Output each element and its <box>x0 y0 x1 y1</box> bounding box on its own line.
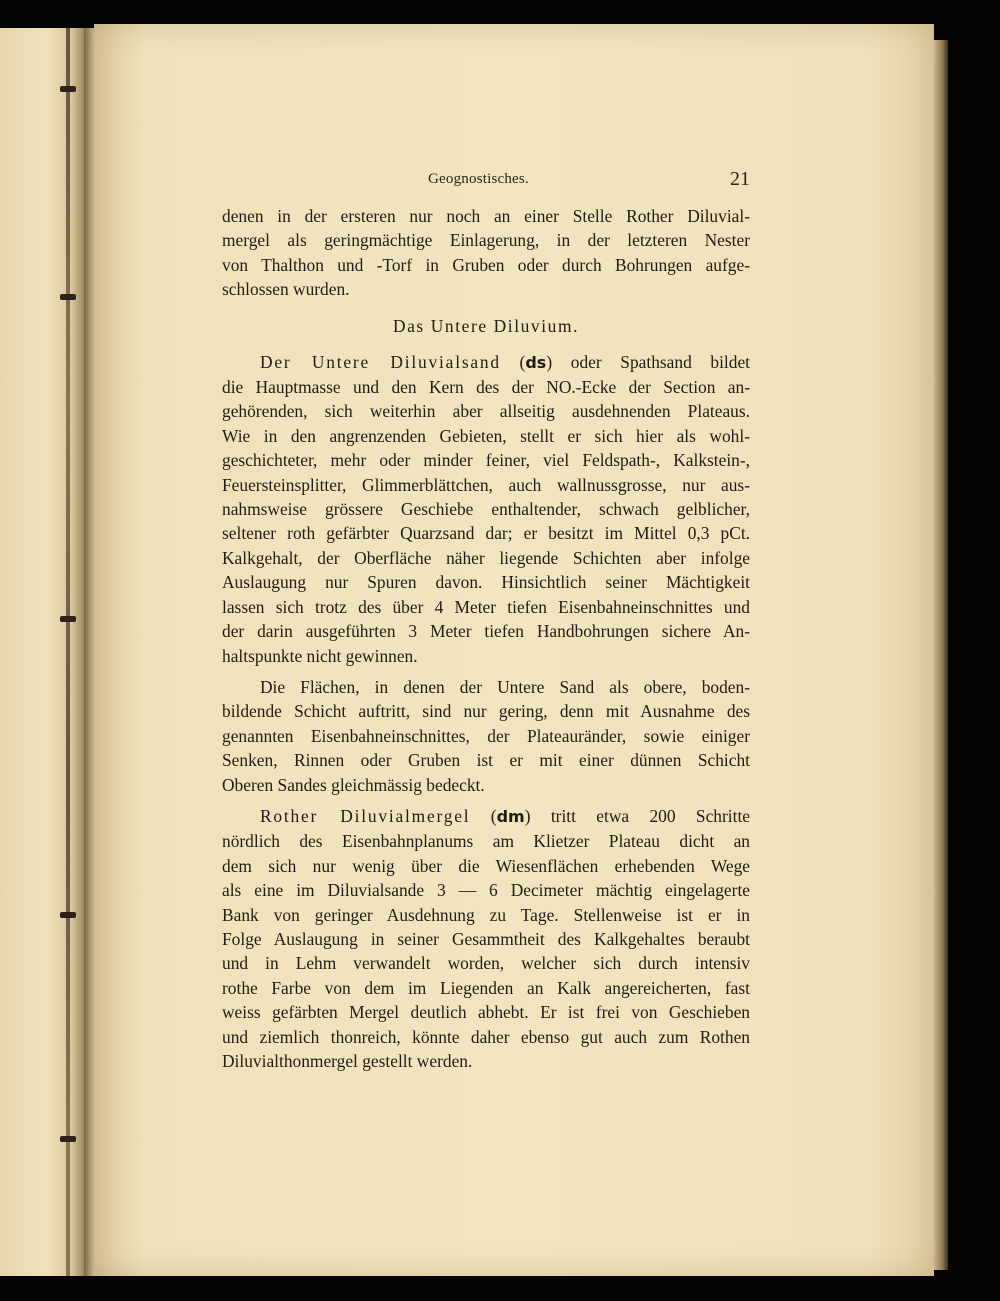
text-fragment: tritt etwa 200 Schritte <box>550 805 750 826</box>
text-line: und in Lehm verwandelt worden, welcher sich durch intensiv <box>222 953 750 974</box>
text-line: Kalkgehalt, der Oberfläche näher liegende Schichten aber infolge <box>222 547 750 568</box>
text-line: Wie in den angrenzenden Gebieten, stellt er sich hier als wohl- <box>222 425 750 446</box>
paragraph-untere-diluvialsand <box>222 350 750 668</box>
text-line: Diluvialthonmergel gestellt werden. <box>222 1051 473 1071</box>
text-line: haltspunkte nicht gewinnen. <box>222 645 418 666</box>
page-stack-edge <box>934 40 948 1270</box>
paragraph-flaechen <box>222 675 750 797</box>
text-line: die Hauptmasse und den Kern des der NO.-Ecke der Section an- <box>222 377 750 398</box>
text-line: denen in der ersteren nur noch an einer Stelle Rother Diluvial- <box>222 206 750 226</box>
paragraph-gap <box>222 668 750 675</box>
text-line: und ziemlich thonreich, könnte daher ebenso gut auch zum Rothen <box>222 1026 750 1047</box>
text-line: Oberen Sandes gleichmässig bedeckt. <box>222 774 485 795</box>
binding-stitch <box>60 616 76 622</box>
text-line: genannten Eisenbahneinschnittes, der Plateauränder, sowie einiger <box>222 725 750 746</box>
text-line: Auslaugung nur Spuren davon. Hinsichtlich seiner Mächtigkeit <box>222 572 750 593</box>
page-gutter <box>84 28 94 1276</box>
text-fragment: oder Spathsand bildet <box>570 351 750 372</box>
continuation-paragraph <box>222 204 750 302</box>
binding-stitch <box>60 1136 76 1142</box>
page-number: 21 <box>730 168 750 190</box>
text-line: mergel als geringmächtige Einlagerung, in der letzteren Nester <box>222 230 750 251</box>
text-line: Feuersteinsplitter, Glimmerblättchen, auch wallnussgrosse, nur aus- <box>222 474 750 495</box>
binding-stitch <box>60 912 76 918</box>
text-line: bildende Schicht auftritt, sind nur gering, denn mit Ausnahme des <box>222 701 750 722</box>
section-heading: Das Untere Diluvium. <box>392 315 580 336</box>
text-line: lassen sich trotz des über 4 Meter tiefen Eisenbahneinschnittes und <box>222 596 750 617</box>
text-line: Der Untere Diluvialsand (ds) oder Spathsand bildet <box>260 351 750 372</box>
binding-thread <box>66 28 70 1276</box>
text-line: Folge Auslaugung in seiner Gesammtheit des Kalkgehaltes beraubt <box>222 928 750 949</box>
text-line: von Thalthon und -Torf in Gruben oder durch Bohrungen aufge- <box>222 254 750 275</box>
binding-stitch <box>60 294 76 300</box>
term-rother-diluvialmergel: Rother Diluvialmergel <box>260 805 471 826</box>
text-line: gehörenden, sich weiterhin aber allseitig ausdehnenden Plateaus. <box>222 401 750 422</box>
text-line: geschichteter, mehr oder minder feiner, viel Feldspath-, Kalkstein-, <box>222 450 750 471</box>
facing-page-edge <box>0 28 84 1276</box>
text-line: nahmsweise grössere Geschiebe enthaltender, schwach gelblicher, <box>222 499 750 520</box>
map-symbol-ds: ds <box>525 352 547 372</box>
body-text <box>222 204 750 1073</box>
paragraph-gap <box>222 797 750 804</box>
text-line: Bank von geringer Ausdehnung zu Tage. Stellenweise ist er in <box>222 904 750 925</box>
binding-stitch <box>60 86 76 92</box>
text-line: als eine im Diluvialsande 3 — 6 Decimeter mächtig eingelagerte <box>222 880 750 901</box>
term-untere-diluvialsand: Der Untere Diluvialsand <box>260 351 501 372</box>
text-line: Rother Diluvialmergel (dm) tritt etwa 200 Schritte <box>260 805 750 826</box>
text-line: dem sich nur wenig über die Wiesenflächen erhebenden Wege <box>222 855 750 876</box>
running-head: Geognostisches. <box>428 171 529 187</box>
page-header <box>222 168 750 194</box>
text-line: weiss gefärbten Mergel deutlich abhebt. Er ist frei von Geschieben <box>222 1002 750 1023</box>
map-symbol-dm: dm <box>496 806 525 826</box>
text-line: schlossen wurden. <box>222 279 350 300</box>
text-line: Senken, Rinnen oder Gruben ist er mit einer dünnen Schicht <box>222 750 750 771</box>
text-line: der darin ausgeführten 3 Meter tiefen Handbohrungen sichere An- <box>222 621 750 642</box>
text-line: rothe Farbe von dem im Liegenden an Kalk angereicherten, fast <box>222 977 750 998</box>
text-line: nördlich des Eisenbahnplanums am Klietzer Plateau dicht an <box>222 831 750 852</box>
text-line: seltener roth gefärbter Quarzsand dar; er besitzt im Mittel 0,3 pCt. <box>222 523 750 544</box>
text-line: Die Flächen, in denen der Untere Sand als obere, boden- <box>260 676 750 697</box>
paragraph-rother-diluvialmergel <box>222 804 750 1073</box>
